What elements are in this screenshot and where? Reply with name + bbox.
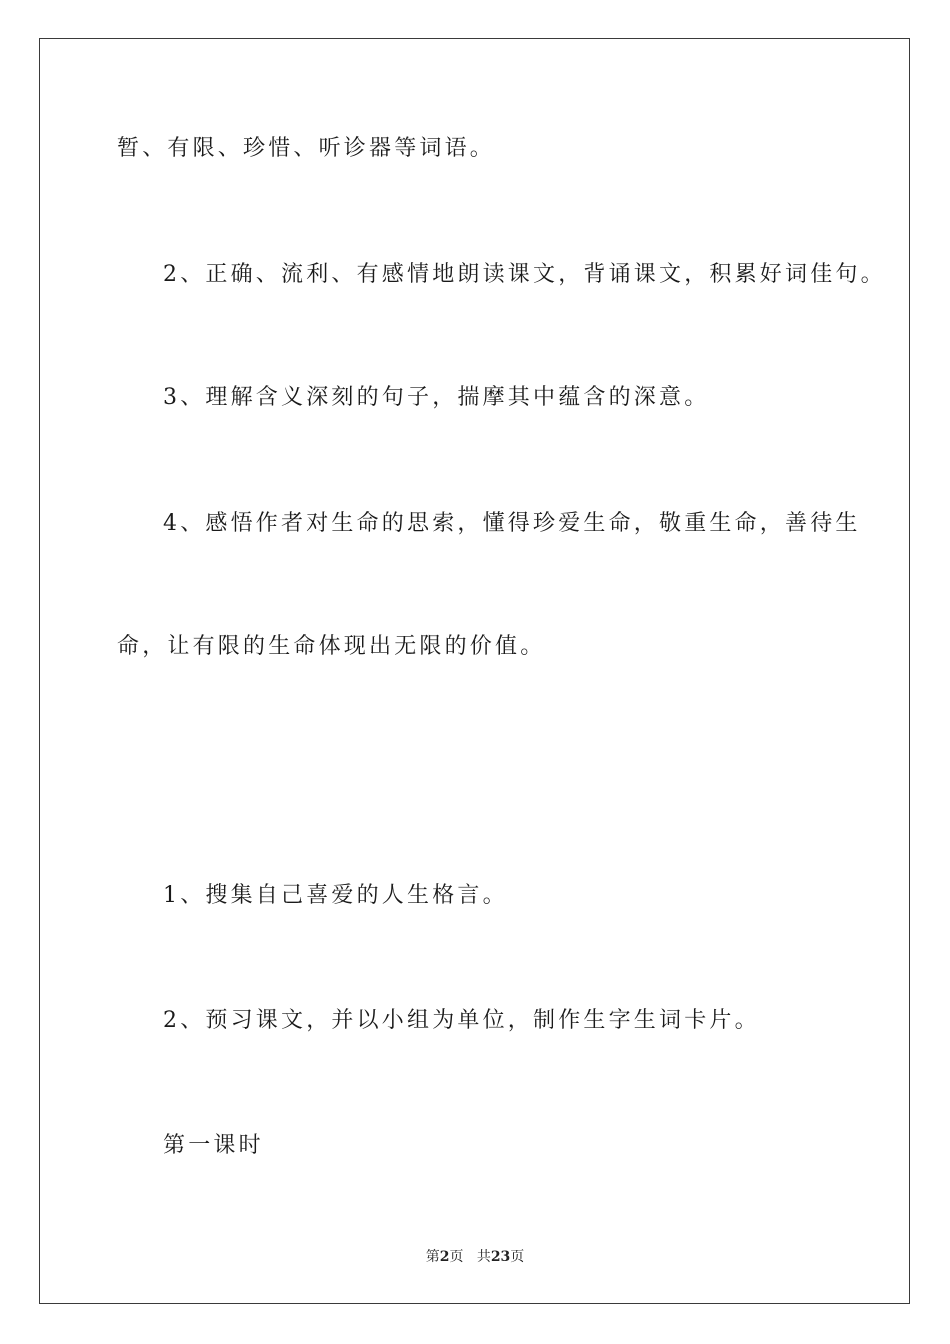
body-text-line-1: 暂、有限、珍惜、听诊器等词语。 (117, 136, 496, 161)
body-text-line-5: 命，让有限的生命体现出无限的价值。 (117, 634, 546, 659)
footer-total-prefix: 共 (476, 1249, 491, 1265)
section-heading: 第一课时 (163, 1133, 264, 1158)
footer-page-suffix: 页 (449, 1249, 464, 1265)
body-text-line-4: 4、感悟作者对生命的思索，懂得珍爱生命，敬重生命，善待生 (163, 511, 861, 536)
body-text-line-6: 1、搜集自己喜爱的人生格言。 (163, 883, 508, 908)
body-text-line-2: 2、正确、流利、有感情地朗读课文，背诵课文，积累好词佳句。 (163, 262, 886, 287)
footer-page-prefix: 第 (425, 1249, 440, 1265)
body-text-line-3: 3、理解含义深刻的句子，揣摩其中蕴含的深意。 (163, 385, 710, 410)
body-text-line-7: 2、预习课文，并以小组为单位，制作生字生词卡片。 (163, 1008, 760, 1033)
footer-page-number: 2 (439, 1249, 450, 1265)
page-border (39, 38, 910, 1304)
page-footer (0, 1248, 950, 1266)
footer-total-suffix: 页 (510, 1249, 525, 1265)
footer-total-pages: 23 (490, 1249, 511, 1265)
